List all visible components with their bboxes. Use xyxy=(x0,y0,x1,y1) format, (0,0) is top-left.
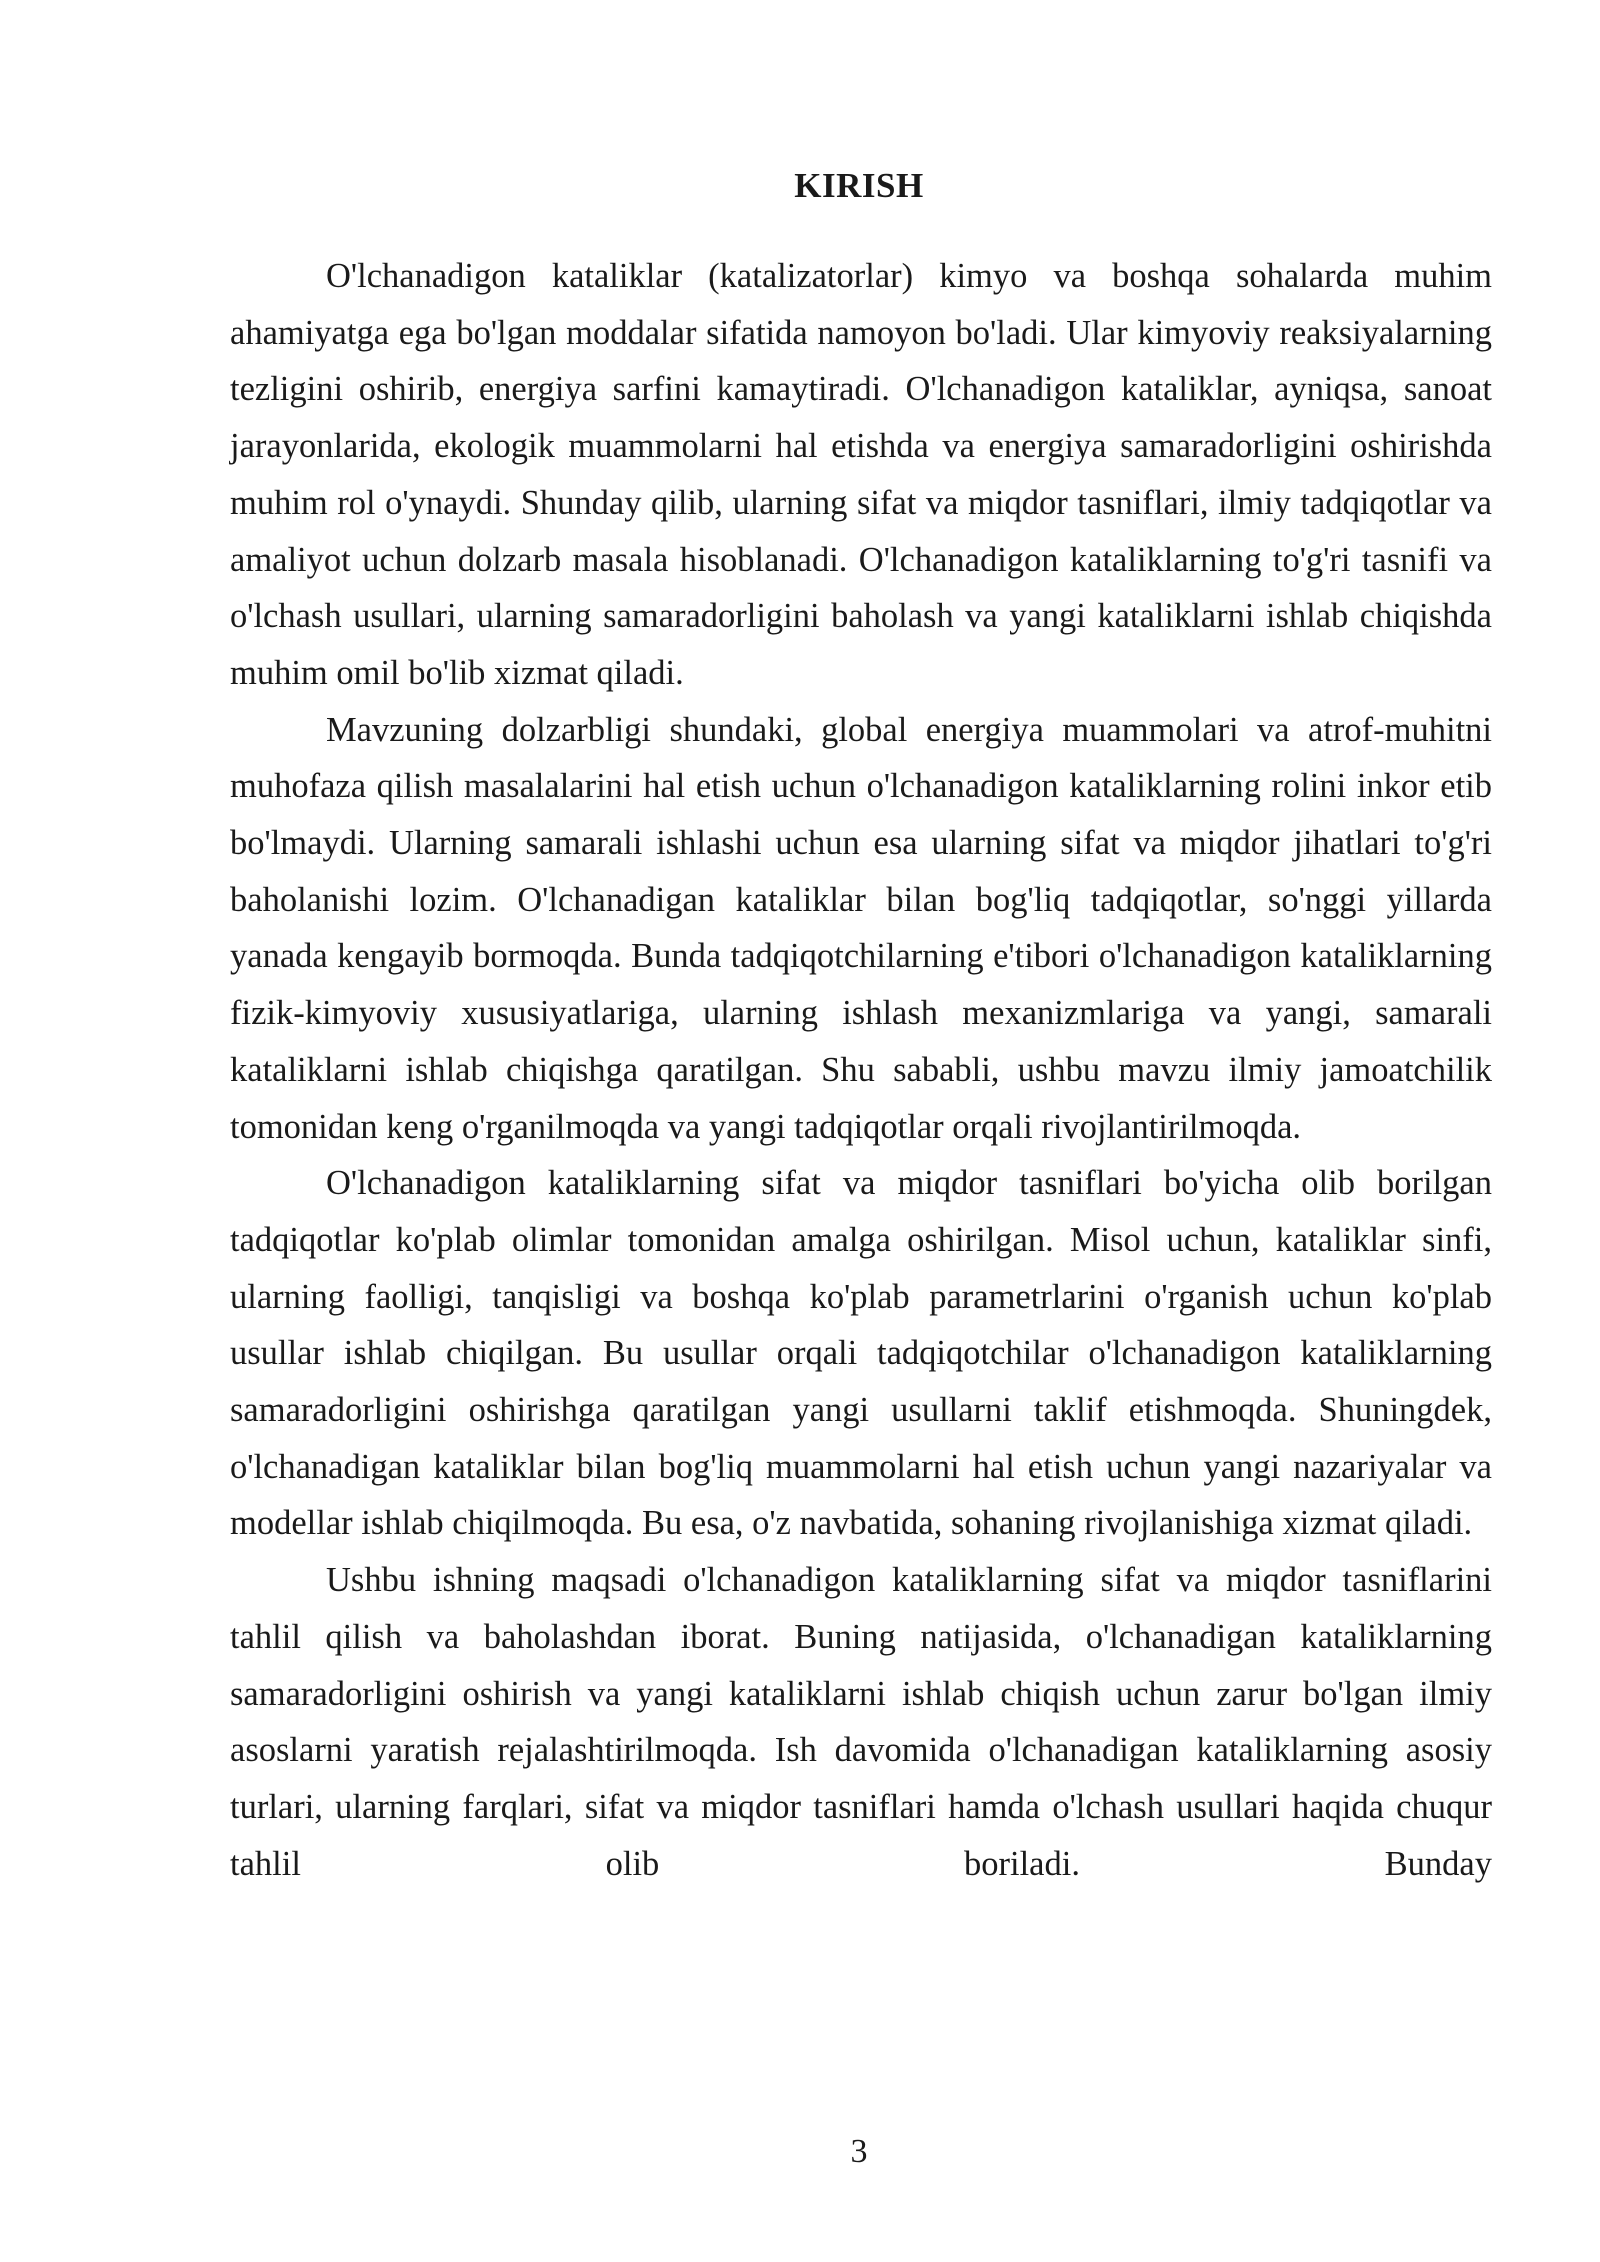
body-text xyxy=(230,248,1492,1892)
page-number: 3 xyxy=(850,2133,868,2170)
paragraph-research: O'lchanadigon kataliklarning sifat va miqdor tasniflari bo'yicha olib borilgan tadqiqotlar ko'plab olimlar tomonidan amalga oshirilgan. Misol uchun, kataliklar sinfi, ularning faolligi, tanqisligi va boshqa ko'plab parametrlarini o'rganish uchun ko'plab usullar ishlab chiqilgan. Bu usullar orqali tadqiqotchilar o'lchanadigon kataliklarning samaradorligini oshirishga qaratilgan yangi usullarni taklif etishmoqda. Shuningdek, o'lchanadigan kataliklar bilan bog'liq muammolarni hal etish uchun yangi nazariyalar va modellar ishlab chiqilmoqda. Bu esa, o'z navbatida, sohaning rivojlanishiga xizmat qiladi. xyxy=(230,1164,1492,1543)
paragraph-relevance: Mavzuning dolzarbligi shundaki, global energiya muammolari va atrof-muhitni muhofaza qilish masalalarini hal etish uchun o'lchanadigon kataliklarning rolini inkor etib bo'lmaydi. Ularning samarali ishlashi uchun esa ularning sifat va miqdor jihatlari to'g'ri baholanishi lozim. O'lchanadigan kataliklar bilan bog'liq tadqiqotlar, so'nggi yillarda yanada kengayib bormoqda. Bunda tadqiqotchilarning e'tibori o'lchanadigon kataliklarning fizik-kimyoviy xususiyatlariga, ularning ishlash mexanizmlariga va yangi, samarali kataliklarni ishlab chiqishga qaratilgan. Shu sababli, ushbu mavzu ilmiy jamoatchilik tomonidan keng o'rganilmoqda va yangi tadqiqotlar orqali rivojlantirilmoqda. xyxy=(230,710,1492,1146)
paragraph-intro: O'lchanadigon kataliklar (katalizatorlar) kimyo va boshqa sohalarda muhim ahamiyatga ega bo'lgan moddalar sifatida namoyon bo'ladi. Ular kimyoviy reaksiyalarning tezligini oshirib, energiya sarfini kamaytiradi. O'lchanadigon kataliklar, ayniqsa, sanoat jarayonlarida, ekologik muammolarni hal etishda va energiya samaradorligini oshirishda muhim rol o'ynaydi. Shunday qilib, ularning sifat va miqdor tasniflari, ilmiy tadqiqotlar va amaliyot uchun dolzarb masala hisoblanadi. O'lchanadigon kataliklarning to'g'ri tasnifi va o'lchash usullari, ularning samaradorligini baholash va yangi kataliklarni ishlab chiqishda muhim omil bo'lib xizmat qiladi. xyxy=(230,257,1492,692)
paragraph-goal: Ushbu ishning maqsadi o'lchanadigon kataliklarning sifat va miqdor tasniflarini tahlil qilish va baholashdan iborat. Buning natijasida, o'lchanadigan kataliklarning samaradorligini oshirish va yangi kataliklarni ishlab chiqish uchun zarur bo'lgan ilmiy asoslarni yaratish rejalashtirilmoqda. Ish davomida o'lchanadigan kataliklarning asosiy turlari, ularning farqlari, sifat va miqdor tasniflari hamda o'lchash usullari haqida chuqur tahlil olib boriladi. Bunday xyxy=(230,1561,1492,1883)
page-title: KIRISH xyxy=(794,166,924,205)
